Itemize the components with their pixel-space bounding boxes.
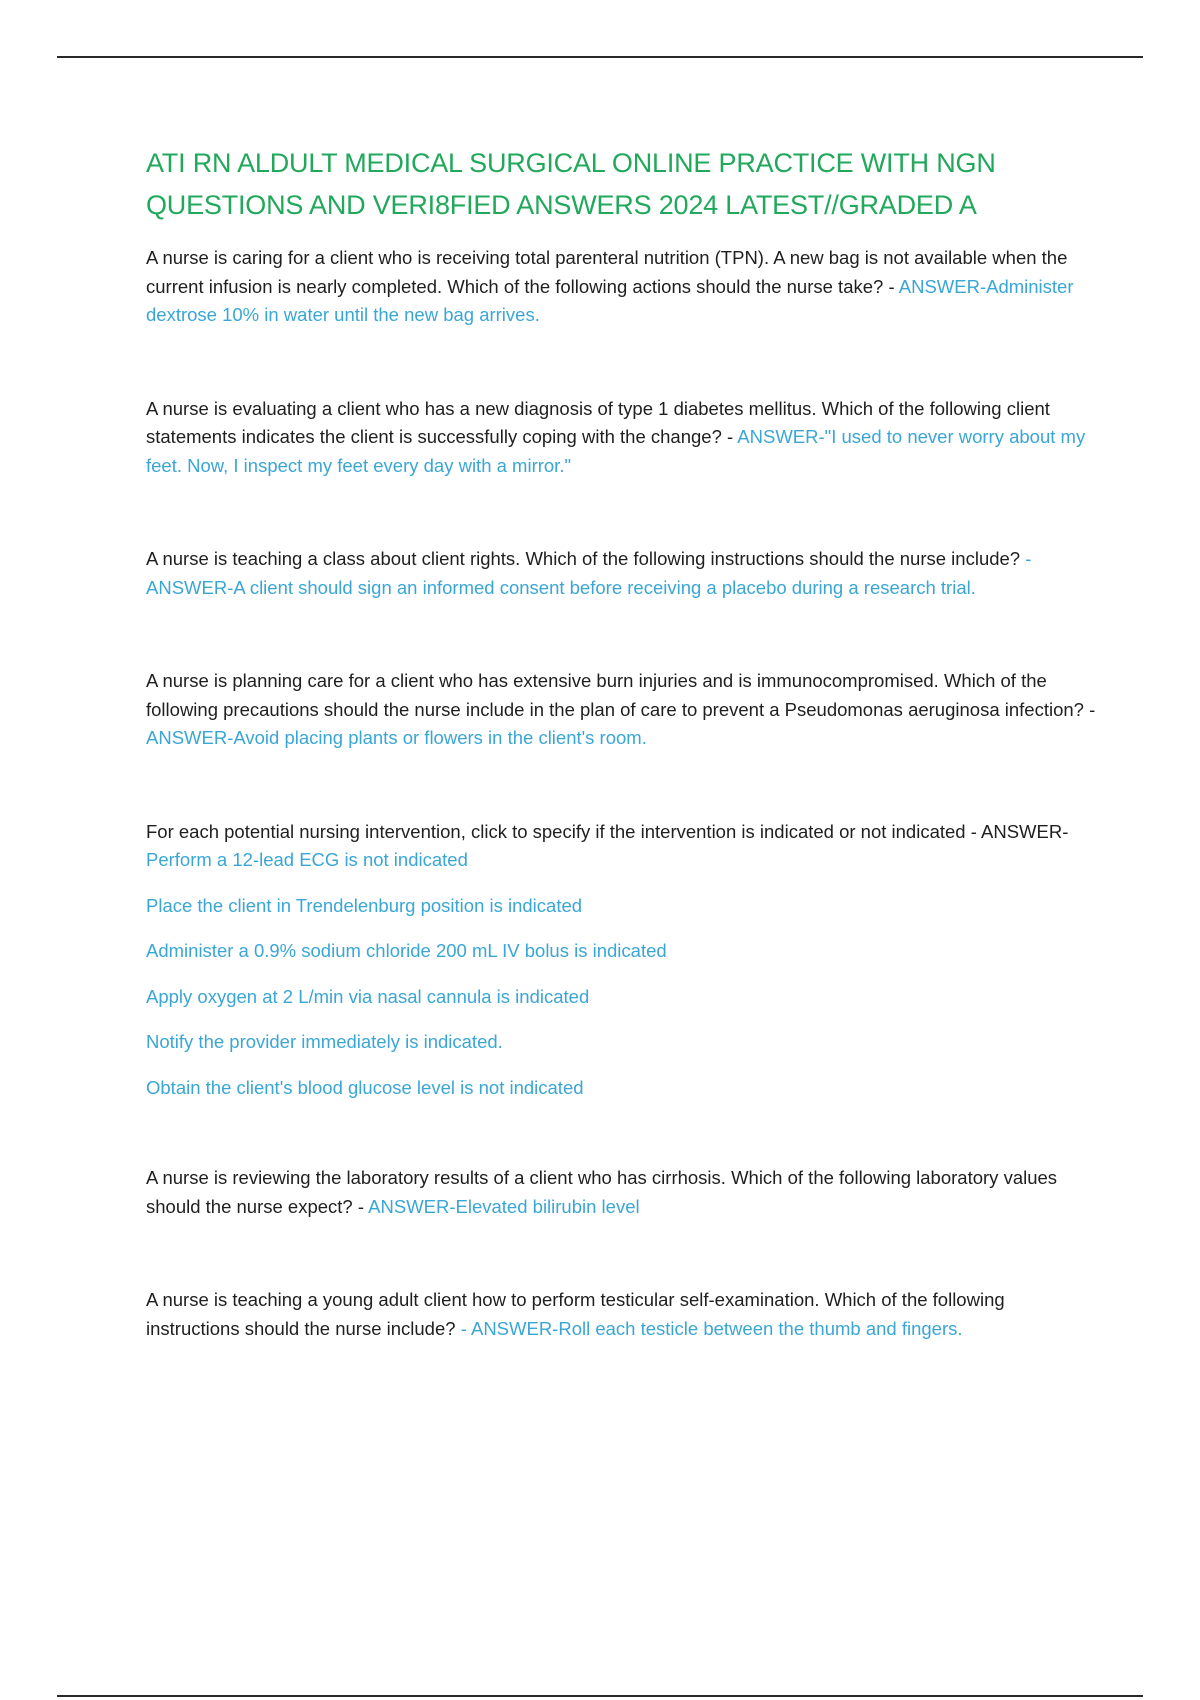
answer-text: Perform a 12-lead ECG is not indicated bbox=[146, 849, 468, 870]
top-rule bbox=[57, 56, 1143, 58]
intervention-list bbox=[146, 892, 1096, 1103]
bottom-rule bbox=[57, 1695, 1143, 1697]
qa-item bbox=[146, 395, 1096, 481]
intervention-item: Administer a 0.9% sodium chloride 200 mL IV bolus is indicated bbox=[146, 940, 667, 961]
spacer bbox=[146, 480, 1096, 545]
spacer bbox=[146, 1102, 1096, 1164]
spacer bbox=[146, 1221, 1096, 1286]
intervention-item: Notify the provider immediately is indicated. bbox=[146, 1031, 503, 1052]
qa-item bbox=[146, 244, 1096, 330]
question-text: A nurse is evaluating a client who has a new diagnosis of type 1 diabetes mellitus. Which of the following client statements indicates the client is successfully coping with the change? - bbox=[146, 397, 1050, 447]
answer-text: ANSWER-Elevated bilirubin level bbox=[368, 1195, 640, 1217]
qa-item bbox=[146, 1286, 1096, 1343]
question-text: A nurse is teaching a class about client rights. Which of the following instructions should the nurse include? bbox=[146, 548, 1026, 569]
question-text: A nurse is reviewing the laboratory results of a client who has cirrhosis. Which of the following laboratory values should the nurse expect? - bbox=[146, 1167, 1058, 1217]
document-body bbox=[146, 142, 1096, 1343]
intervention-item: Place the client in Trendelenburg position is indicated bbox=[146, 894, 583, 916]
question-text: A nurse is teaching a young adult client how to perform testicular self-examination. Which of the following instructions should the nurse include? bbox=[146, 1289, 1005, 1339]
document-title: ATI RN ALDULT MEDICAL SURGICAL ONLINE PRACTICE WITH NGN QUESTIONS AND VERI8FIED ANSWERS 2024 LATEST//GRADED A bbox=[146, 148, 996, 220]
intervention-item: Obtain the client's blood glucose level is not indicated bbox=[146, 1076, 584, 1098]
intervention-item: Apply oxygen at 2 L/min via nasal cannula is indicated bbox=[146, 985, 590, 1007]
spacer bbox=[146, 330, 1096, 395]
qa-item bbox=[146, 667, 1096, 753]
question-text: A nurse is caring for a client who is receiving total parenteral nutrition (TPN). A new bag is not available when the current infusion is nearly completed. Which of the following actions should the nurse take? - bbox=[146, 247, 1068, 297]
qa-item bbox=[146, 818, 1096, 875]
answer-text: ANSWER-Administer dextrose 10% in water until the new bag arrives. bbox=[146, 275, 1074, 325]
question-text: For each potential nursing intervention, click to specify if the intervention is indicated or not indicated - ANSWER- bbox=[146, 820, 1069, 842]
spacer bbox=[146, 602, 1096, 667]
question-text: A nurse is planning care for a client who has extensive burn injuries and is immunocompromised. Which of the following precautions should the nurse include in the plan of care to prevent a Pseudomonas aeruginosa infection? - bbox=[146, 670, 1096, 720]
answer-text: ANSWER-Avoid placing plants or flowers in the client's room. bbox=[146, 727, 647, 748]
answer-text: - ANSWER-Roll each testicle between the thumb and fingers. bbox=[460, 1317, 963, 1339]
spacer bbox=[146, 753, 1096, 818]
answer-text: - ANSWER-A client should sign an informed consent before receiving a placebo during a research trial. bbox=[146, 548, 1032, 598]
answer-text: ANSWER-"I used to never worry about my feet. Now, I inspect my feet every day with a mirror." bbox=[146, 426, 1086, 476]
qa-item bbox=[146, 545, 1096, 602]
qa-item bbox=[146, 1164, 1096, 1221]
